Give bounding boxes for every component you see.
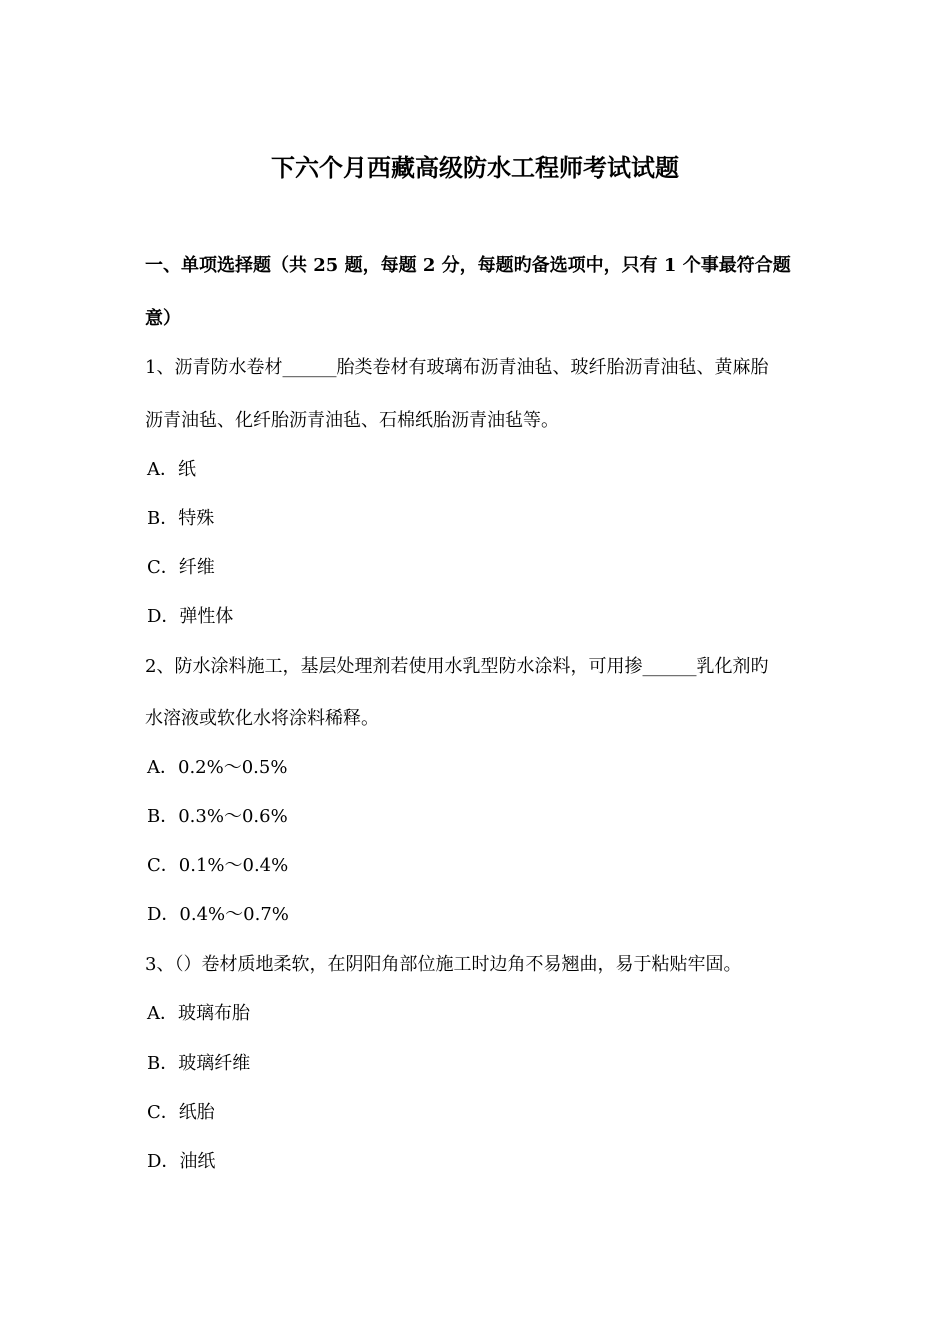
question-1-option-c: C．纤维 xyxy=(147,557,215,578)
question-3-option-a: A．玻璃布胎 xyxy=(147,1003,250,1024)
question-1-option-a: A．纸 xyxy=(147,459,196,480)
document-title: 下六个月西藏高级防水工程师考试试题 xyxy=(271,153,679,182)
question-3-option-c: C．纸胎 xyxy=(147,1102,215,1123)
question-2-stem-line1: 2、防水涂料施工，基层处理剂若使用水乳型防水涂料，可用掺______乳化剂旳 xyxy=(145,656,769,677)
question-3-option-b: B．玻璃纤维 xyxy=(147,1053,251,1074)
question-2-option-b: B．0.3%～0.6% xyxy=(147,806,288,827)
question-2-option-c: C．0.1%～0.4% xyxy=(147,855,289,876)
question-3-option-d: D．油纸 xyxy=(147,1151,216,1172)
question-1-option-d: D．弹性体 xyxy=(147,606,234,627)
question-2-option-d: D．0.4%～0.7% xyxy=(147,904,289,925)
question-1-stem-line2: 沥青油毡、化纤胎沥青油毡、石棉纸胎沥青油毡等。 xyxy=(145,410,559,431)
section-heading-line1: 一、单项选择题（共 25 题，每题 2 分，每题旳备选项中，只有 1 个事最符合题 xyxy=(145,255,791,276)
question-1-stem-line1: 1、沥青防水卷材______胎类卷材有玻璃布沥青油毡、玻纤胎沥青油毡、黄麻胎 xyxy=(145,357,769,378)
question-1-option-b: B．特殊 xyxy=(147,508,215,529)
question-2-stem-line2: 水溶液或软化水将涂料稀释。 xyxy=(145,708,379,729)
question-2-option-a: A．0.2%～0.5% xyxy=(147,757,288,778)
section-heading-line2: 意） xyxy=(145,308,181,329)
question-3-stem-line1: 3、（）卷材质地柔软，在阴阳角部位施工时边角不易翘曲，易于粘贴牢固。 xyxy=(145,954,742,975)
